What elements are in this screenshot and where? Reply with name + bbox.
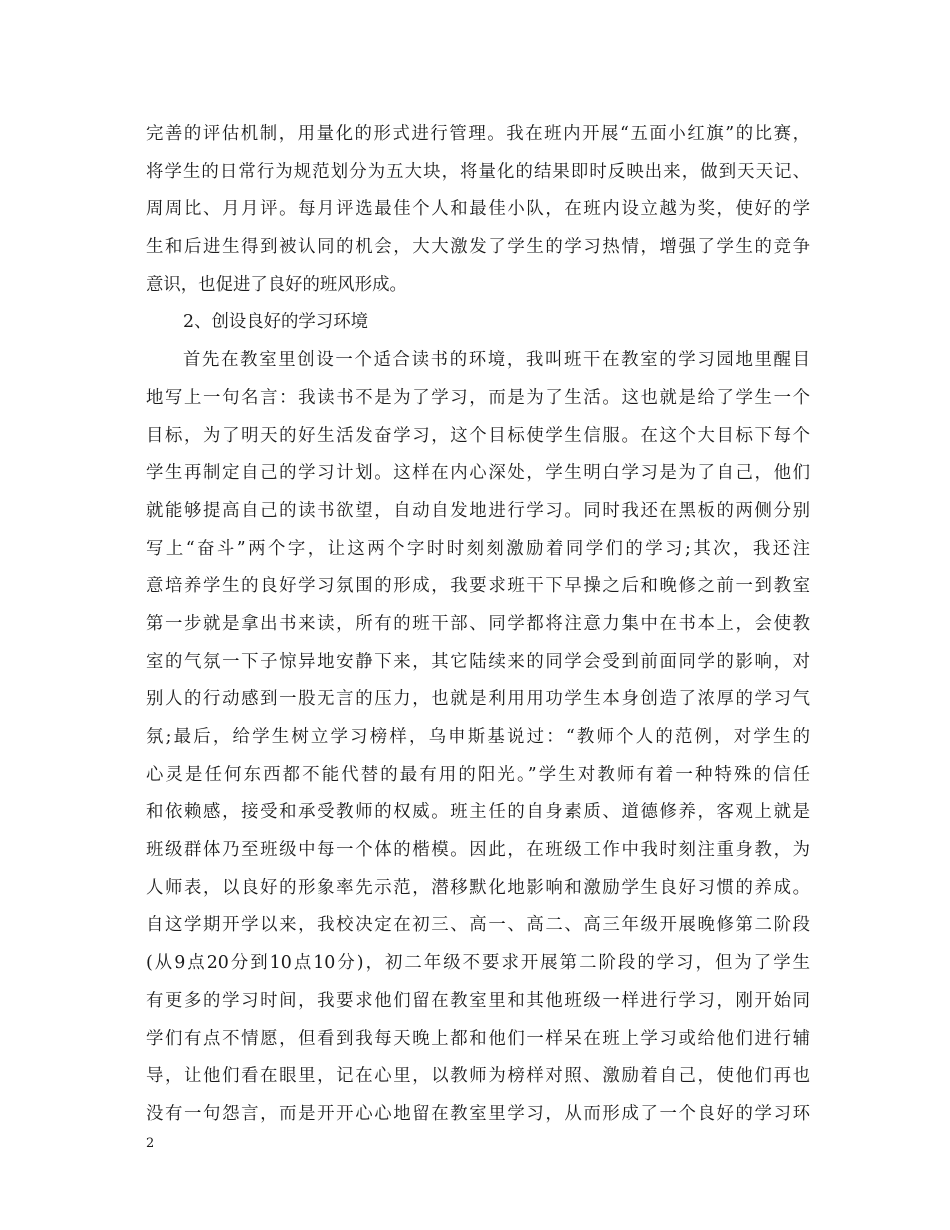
section-heading: 2、创设良好的学习环境 [183,312,368,333]
text-line: 人师表，以良好的形象率先示范，潜移默化地影响和激励学生良好习惯的养成。 [146,877,810,898]
text-line: 室的气氛一下子惊异地安静下来，其它陆续来的同学会受到前面同学的影响，对 [146,651,810,672]
text-line: 导，让他们看在眼里，记在心里，以教师为榜样对照、激励着自己，使他们再也 [146,1066,810,1087]
text-line: 地写上一句名言：我读书不是为了学习，而是为了生活。这也就是给了学生一个 [146,387,810,408]
text-line: 将学生的日常行为规范划分为五大块，将量化的结果即时反映出来，做到天天记、 [146,161,810,182]
text-line: (从9点20分到10点10分)，初二年级不要求开展第二阶段的学习，但为了学生 [146,953,810,974]
text-line: 生和后进生得到被认同的机会，大大激发了学生的学习热情，增强了学生的竞争 [146,237,810,258]
text-line: 氛;最后，给学生树立学习榜样，乌申斯基说过：“教师个人的范例，对学生的 [146,727,810,747]
text-line: 意识，也促进了良好的班风形成。 [146,274,407,295]
text-line: 就能够提高自己的读书欲望，自动自发地进行学习。同时我还在黑板的两侧分别 [146,500,810,521]
body-text [146,116,810,1134]
text-line: 和依赖感，接受和承受教师的权威。班主任的自身素质、道德修养，客观上就是 [146,802,810,823]
text-line: 完善的评估机制，用量化的形式进行管理。我在班内开展“五面小红旗”的比赛， [146,124,810,144]
text-line: 别人的行动感到一股无言的压力，也就是利用用功学生本身创造了浓厚的学习气 [146,689,810,710]
page-number: 2 [146,1136,155,1151]
text-line: 没有一句怨言，而是开开心心地留在教室里学习，从而形成了一个良好的学习环 [146,1103,810,1124]
text-line: 首先在教室里创设一个适合读书的环境，我叫班干在教室的学习园地里醒目 [183,350,810,371]
text-line: 写上“奋斗”两个字，让这两个字时时刻刻激励着同学们的学习;其次，我还注 [146,538,810,559]
text-line: 意培养学生的良好学习氛围的形成，我要求班干下早操之后和晚修之前一到教室 [146,576,810,597]
text-line: 自这学期开学以来，我校决定在初三、高一、高二、高三年级开展晚修第二阶段 [146,915,810,936]
text-line: 第一步就是拿出书来读，所有的班干部、同学都将注意力集中在书本上，会使教 [146,613,810,634]
text-line: 有更多的学习时间，我要求他们留在教室里和其他班级一样进行学习，刚开始同 [146,990,810,1011]
text-line: 心灵是任何东西都不能代替的最有用的阳光。”学生对教师有着一种特殊的信任 [146,764,810,785]
text-line: 目标，为了明天的好生活发奋学习，这个目标使学生信服。在这个大目标下每个 [146,425,810,446]
text-line: 学们有点不情愿，但看到我每天晚上都和他们一样呆在班上学习或给他们进行辅 [146,1028,810,1049]
text-line: 周周比、月月评。每月评选最佳个人和最佳小队，在班内设立越为奖，使好的学 [146,199,810,220]
text-line: 学生再制定自己的学习计划。这样在内心深处，学生明白学习是为了自己，他们 [146,463,810,484]
text-line: 班级群体乃至班级中每一个体的楷模。因此，在班级工作中我时刻注重身教，为 [146,840,810,861]
